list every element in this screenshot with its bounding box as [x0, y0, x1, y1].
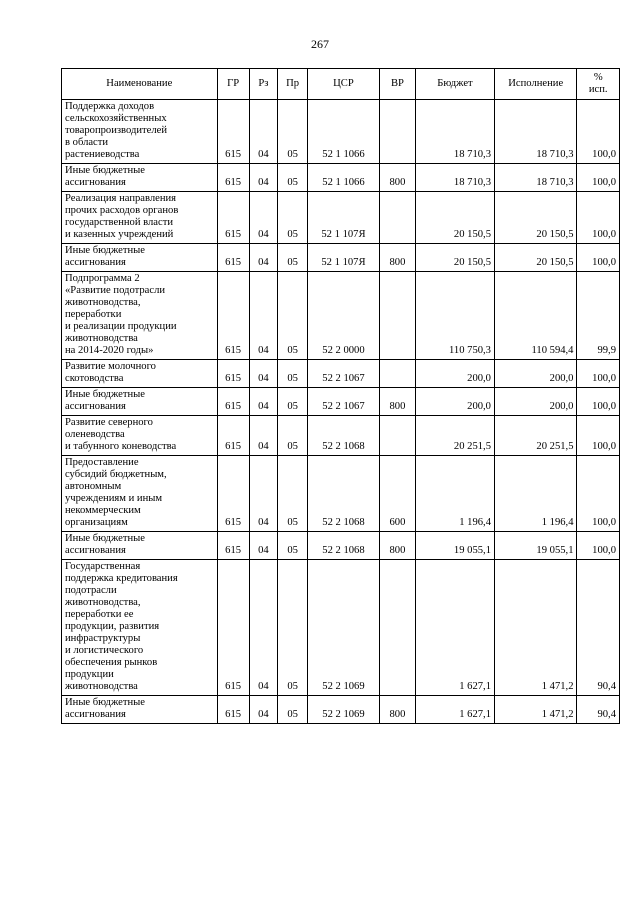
cell-name: Реализация направления прочих расходов органов государственной власти и казенных учреждений [62, 192, 218, 244]
cell-rz: 04 [249, 360, 278, 388]
cell-execution: 19 055,1 [494, 532, 577, 560]
cell-vr: 800 [379, 164, 415, 192]
cell-rz: 04 [249, 560, 278, 696]
cell-rz: 04 [249, 244, 278, 272]
cell-budget: 18 710,3 [415, 100, 494, 164]
cell-gr: 615 [217, 100, 249, 164]
cell-pr: 05 [278, 164, 308, 192]
cell-pct: 100,0 [577, 192, 620, 244]
cell-rz: 04 [249, 192, 278, 244]
cell-gr: 615 [217, 272, 249, 360]
cell-budget: 200,0 [415, 360, 494, 388]
cell-pct: 100,0 [577, 388, 620, 416]
header-pct: % исп. [577, 69, 620, 100]
cell-vr [379, 360, 415, 388]
table-row [62, 272, 620, 360]
cell-vr: 800 [379, 244, 415, 272]
cell-pct: 90,4 [577, 560, 620, 696]
cell-pr: 05 [278, 696, 308, 724]
cell-budget: 1 627,1 [415, 560, 494, 696]
cell-gr: 615 [217, 164, 249, 192]
table-header-row [62, 69, 620, 100]
cell-gr: 615 [217, 532, 249, 560]
cell-name: Иные бюджетные ассигнования [62, 532, 218, 560]
cell-name: Предоставление субсидий бюджетным, автономным учреждениям и иным некоммерческим организациям [62, 456, 218, 532]
cell-rz: 04 [249, 100, 278, 164]
cell-vr: 800 [379, 388, 415, 416]
cell-gr: 615 [217, 360, 249, 388]
header-budget: Бюджет [415, 69, 494, 100]
cell-pct: 100,0 [577, 456, 620, 532]
cell-budget: 18 710,3 [415, 164, 494, 192]
cell-execution: 1 196,4 [494, 456, 577, 532]
cell-execution: 1 471,2 [494, 696, 577, 724]
cell-csr: 52 2 1067 [308, 388, 380, 416]
cell-execution: 20 251,5 [494, 416, 577, 456]
cell-vr [379, 192, 415, 244]
cell-pr: 05 [278, 532, 308, 560]
cell-rz: 04 [249, 532, 278, 560]
table-row [62, 244, 620, 272]
cell-execution: 18 710,3 [494, 100, 577, 164]
cell-rz: 04 [249, 456, 278, 532]
cell-pr: 05 [278, 360, 308, 388]
cell-pr: 05 [278, 192, 308, 244]
cell-csr: 52 1 1066 [308, 164, 380, 192]
cell-name: Иные бюджетные ассигнования [62, 164, 218, 192]
cell-execution: 110 594,4 [494, 272, 577, 360]
cell-pr: 05 [278, 456, 308, 532]
header-csr: ЦСР [308, 69, 380, 100]
cell-pct: 100,0 [577, 244, 620, 272]
cell-vr: 600 [379, 456, 415, 532]
cell-csr: 52 1 1066 [308, 100, 380, 164]
cell-csr: 52 1 107Я [308, 192, 380, 244]
cell-name: Иные бюджетные ассигнования [62, 696, 218, 724]
cell-budget: 20 150,5 [415, 244, 494, 272]
cell-budget: 110 750,3 [415, 272, 494, 360]
cell-csr: 52 2 1068 [308, 416, 380, 456]
cell-budget: 20 251,5 [415, 416, 494, 456]
table-row [62, 560, 620, 696]
cell-gr: 615 [217, 456, 249, 532]
cell-pct: 99,9 [577, 272, 620, 360]
cell-csr: 52 2 1068 [308, 532, 380, 560]
cell-pct: 100,0 [577, 532, 620, 560]
table-row [62, 388, 620, 416]
cell-name: Иные бюджетные ассигнования [62, 388, 218, 416]
cell-budget: 200,0 [415, 388, 494, 416]
cell-rz: 04 [249, 272, 278, 360]
cell-csr: 52 2 1067 [308, 360, 380, 388]
header-pr: Пр [278, 69, 308, 100]
cell-csr: 52 2 1069 [308, 696, 380, 724]
cell-gr: 615 [217, 416, 249, 456]
table-row [62, 360, 620, 388]
header-vr: ВР [379, 69, 415, 100]
cell-pr: 05 [278, 244, 308, 272]
cell-vr [379, 272, 415, 360]
table-row [62, 456, 620, 532]
cell-name: Поддержка доходов сельскохозяйственных товаропроизводителей в области растениеводства [62, 100, 218, 164]
table-row [62, 416, 620, 456]
cell-pr: 05 [278, 272, 308, 360]
cell-gr: 615 [217, 192, 249, 244]
cell-pct: 100,0 [577, 100, 620, 164]
cell-name: Иные бюджетные ассигнования [62, 244, 218, 272]
budget-table [61, 68, 620, 724]
table-row [62, 100, 620, 164]
cell-name: Развитие северного оленеводства и табунного коневодства [62, 416, 218, 456]
page-number: 267 [311, 37, 329, 51]
cell-budget: 20 150,5 [415, 192, 494, 244]
cell-execution: 20 150,5 [494, 192, 577, 244]
cell-csr: 52 2 1068 [308, 456, 380, 532]
cell-csr: 52 1 107Я [308, 244, 380, 272]
cell-csr: 52 2 1069 [308, 560, 380, 696]
cell-vr [379, 100, 415, 164]
cell-pct: 100,0 [577, 164, 620, 192]
cell-pr: 05 [278, 560, 308, 696]
table-row [62, 532, 620, 560]
cell-gr: 615 [217, 388, 249, 416]
cell-name: Развитие молочного скотоводства [62, 360, 218, 388]
cell-budget: 19 055,1 [415, 532, 494, 560]
cell-vr [379, 560, 415, 696]
cell-vr: 800 [379, 532, 415, 560]
cell-pr: 05 [278, 416, 308, 456]
cell-rz: 04 [249, 388, 278, 416]
cell-gr: 615 [217, 560, 249, 696]
cell-execution: 18 710,3 [494, 164, 577, 192]
header-name: Наименование [62, 69, 218, 100]
header-execution: Исполнение [494, 69, 577, 100]
cell-gr: 615 [217, 696, 249, 724]
table-row [62, 192, 620, 244]
cell-vr: 800 [379, 696, 415, 724]
cell-pct: 100,0 [577, 360, 620, 388]
cell-pct: 90,4 [577, 696, 620, 724]
header-gr: ГР [217, 69, 249, 100]
cell-rz: 04 [249, 696, 278, 724]
cell-pr: 05 [278, 388, 308, 416]
cell-pct: 100,0 [577, 416, 620, 456]
cell-name: Подпрограмма 2 «Развитие подотрасли животноводства, переработки и реализации продукции животноводства на 2014-2020 годы» [62, 272, 218, 360]
table-row [62, 164, 620, 192]
table-body [62, 100, 620, 724]
cell-execution: 20 150,5 [494, 244, 577, 272]
cell-budget: 1 627,1 [415, 696, 494, 724]
cell-execution: 200,0 [494, 360, 577, 388]
cell-csr: 52 2 0000 [308, 272, 380, 360]
cell-pr: 05 [278, 100, 308, 164]
cell-vr [379, 416, 415, 456]
cell-name: Государственная поддержка кредитования подотрасли животноводства, переработки ее продукции, развития инфраструктуры и логистического обеспечения рынков продукции животноводства [62, 560, 218, 696]
cell-execution: 200,0 [494, 388, 577, 416]
cell-rz: 04 [249, 164, 278, 192]
header-rz: Рз [249, 69, 278, 100]
cell-rz: 04 [249, 416, 278, 456]
cell-gr: 615 [217, 244, 249, 272]
table-row [62, 696, 620, 724]
cell-execution: 1 471,2 [494, 560, 577, 696]
cell-budget: 1 196,4 [415, 456, 494, 532]
